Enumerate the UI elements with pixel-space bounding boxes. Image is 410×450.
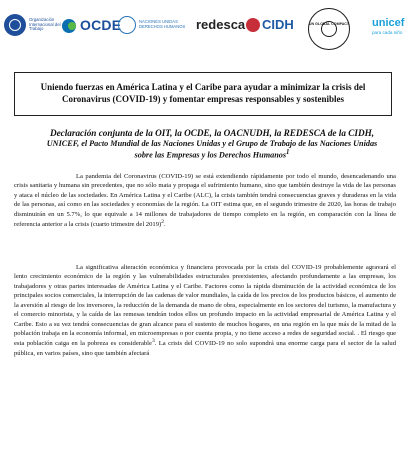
oit-logo [4,14,69,36]
cidh-emblem-icon [246,18,260,32]
footnote-marker[interactable]: 2 [161,219,164,226]
footnote-marker[interactable]: 3 [151,338,155,345]
cidh-logo [246,18,294,32]
document-title: Uniendo fuerzas en América Latina y el Caribe para ayudar a minimizar la crisis del Coronavirus (COVID-19) y fomentar empresas responsables y sostenibles [40,82,366,104]
ocde-logo-text: OCDE [80,17,122,33]
body-paragraph: La pandemia del Coronavirus (COVID-19) se está extendiendo rápidamente por todo el mundo, desencadenando una crisis sanitaria y humana sin precedentes, que no sólo mata y propaga el sufrimiento humano, sino que también destruye la vida de las personas y ataca el núcleo de las sociedades. En América Latina y el Caribe (ALC), la crisis también tendrá consecuencias graves y duraderas en la vida de las personas, así como en las sociedades y economías de la región. La OIT estima que, en el segundo trimestre de 2020, las horas de trabajo disminuirán en un 5.7%, lo que equivale a 14 millones de trabajadores de tiempo completo en la región, en comparación con la línea de referencia anterior a la crisis (cuarto trimestre del 2019)$^2$. [14,173,396,229]
redesca-logo-text: redesca [196,17,246,32]
paragraph-text-tail: . La crisis del COVID-19 no solo supondrá una enorme carga para el sector de la salud pública, en varios países, sino que también afectará [14,340,396,357]
paragraph-text: La pandemia del Coronavirus (COVID-19) se está extendiendo rápidamente por todo el mundo, desencadenando una crisis sanitaria y humana sin precedentes, que no sólo mata y propaga el sufrimiento humano, sino que también destruye la vida de las personas y ataca el núcleo de las sociedades. En América Latina y el Caribe (ALC), la crisis también tendrá consecuencias graves y duraderas en la vida de las personas, así como en las sociedades y economías de la región. La OIT estima que, en el segundo trimestre de 2020, las horas de trabajo disminuirán en un 5.7%, lo que equivale a 14 millones de trabajadores de tiempo completo en la región, en comparación con la línea de referencia anterior a la crisis (cuarto trimestre del 2019) [14,173,396,229]
redesca-logo [196,18,245,32]
global-compact-logo-text: UN GLOBAL COMPACT [308,22,350,26]
un-emblem-icon [118,16,136,34]
unicef-logo [372,17,404,35]
unicef-tagline: para cada niño [372,30,403,36]
body-paragraph [14,263,396,358]
declaration-rest: UNICEF, el Pacto Mundial de las Naciones Unidas y el Grupo de Trabajo de las Naciones Unidas sobre las Empresas y los Derechos Humanos [46,139,378,160]
oacnudh-logo-text: NACIONES UNIDAS DERECHOS HUMANOS [139,19,186,29]
document-title-box [14,72,392,116]
oacnudh-logo [118,16,191,34]
ocde-emblem-icon [62,19,78,33]
cidh-logo-text: CIDH [262,17,294,32]
oit-logo-text: Organización Internacional del Trabajo [29,16,61,32]
global-compact-emblem-icon [308,8,350,50]
ocde-logo [62,18,121,33]
declaration-lead: Declaración conjunta de la OIT, la OCDE, la OACNUDH, la REDESCA de la CIDH, [49,128,375,138]
oit-emblem-icon [4,14,26,36]
joint-declaration-heading [40,128,384,161]
logo-strip [0,6,410,50]
unicef-logo-text: unicef [372,17,405,29]
paragraph-text: La significativa alteración económica y financiera provocada por la crisis del COVID-19 probablemente agravará el lento crecimiento económico de la región y las vulnerabilidades estructurales preexistentes, afectando profundamente a las empresas, los trabajadores y otras partes interesadas de América Latina y el Caribe. Factores como la rápida disminución de la actividad económica de los principales socios comerciales, la interrupción de las cadenas de valor mundiales, la caída de los precios de los productos básicos, el aumento de la aversión al riesgo de los inversores, la reducción de la demanda de mano de obra, especialmente en los sectores del turismo, la manufactura y el comercio minorista, y la caída de las remesas tendrán todos ellos un profundo impacto en la actividad empresarial de América Latina y el Caribe. Esto a su vez tendrá consecuencias de gran alcance para el sustento de muchos hogares, en una región en la que más de la mitad de la población trabaja en la economía informal, en microempresas o por cuenta propia, y no tiene acceso a redes de seguridad social. . El riesgo que esta población caiga en la pobreza es considerable [14,264,396,348]
global-compact-logo [308,8,350,50]
footnote-marker[interactable]: 1 [286,149,290,157]
